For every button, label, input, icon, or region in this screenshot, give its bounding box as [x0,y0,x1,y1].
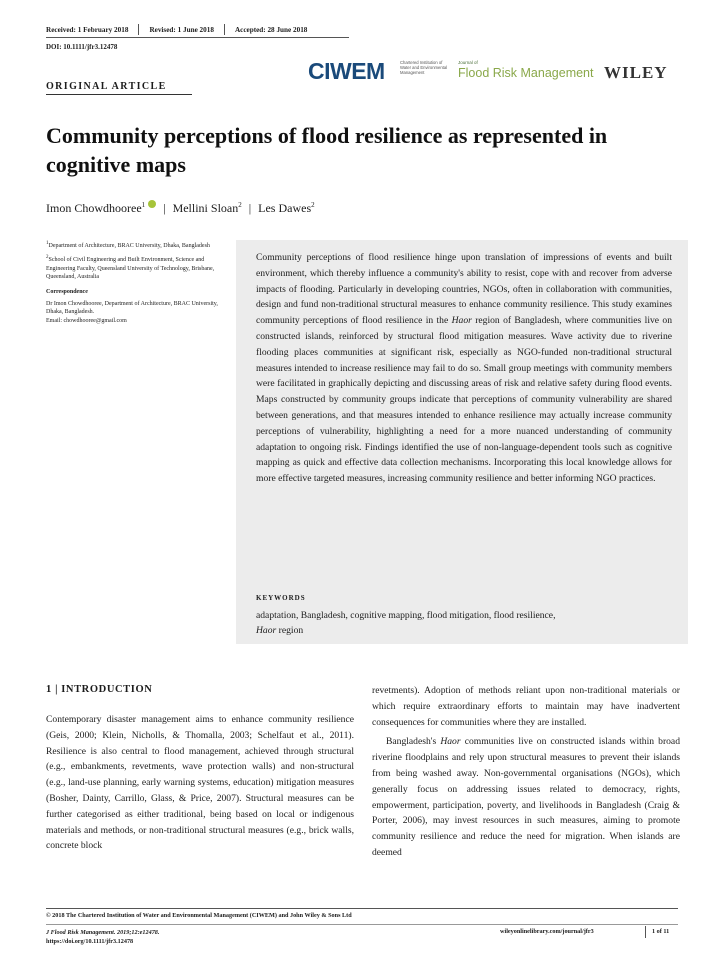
correspondence-email[interactable]: Email: chowdhooree@gmail.com [46,317,127,324]
body-column-right [372,683,680,861]
affiliation-1: $^1$Department of Architecture, BRAC University, Dhaka, Bangladesh [46,241,210,249]
divider [224,24,225,35]
paragraph: Bangladesh's Haor communities live on constructed islands within broad riverine floodplains and rely upon structural measures to prevent their islands from being washed away. Non-governmental organisations (NGOs), which generally focus on addressing issues related to democracy, rights, empowerment, participation, poverty, and livelihoods in Bangladesh (Craig & Porter, 2006), may invest resources in such measures, aiming to promote community resilience and reduce the need for migration. When islands are deemed [372,736,680,858]
abstract: Community perceptions of flood resilience hinge upon translation of impressions of events and built environment, which thereby influence a community's ability to resist, cope with and recover from adverse impacts of flooding. Particularly in developing countries, NGOs, often in collaboration with communities, design and fund non-traditional structural measures to enhance community resilience. This study examines community perceptions of flood resilience in the Haor region of Bangladesh, where communities live on constructed islands, reinforced by structural flood mitigation measures. Wave activity due to riverine flooding places communities at significant risk, especially as NGO-funded non-traditional structural measures intended to increase resilience may fail to do so. Small group meetings with community members were facilitated in graphically depicting and discussing areas of risk and relative safety during flood events. Maps constructed by community groups indicate that perceptions of community vulnerability are shared between generations, and that measures intended to enhance resilience may actually increase community perceptions of vulnerability, highlighting a need for a more nuanced understanding of community adaptation to ongoing risk. Findings identified the use of non-language-dependent tools such as cognitive mapping as quick and effective data collection mechanisms. Incorporating this local knowledge allows for more effective targeted measures, increasing community resilience and better informing NGO practices. [256,252,672,485]
received-date: Received: 1 February 2018 [46,26,129,34]
author-separator: | [248,201,252,215]
affiliations [46,240,226,329]
wiley-logo: WILEY [604,63,668,82]
accepted-date: Accepted: 28 June 2018 [234,26,308,34]
author[interactable]: Imon Chowdhooree$^1$ [46,201,146,215]
header-rule [46,37,349,38]
ciwem-logo: CIWEM [308,58,385,84]
journal-site-link[interactable]: wileyonlinelibrary.com/journal/jfr3 [500,928,594,935]
article-type: ORIGINAL ARTICLE [46,81,167,92]
orcid-icon[interactable] [148,200,156,208]
keywords-heading: KEYWORDS [256,594,306,602]
revised-date: Revised: 1 June 2018 [149,26,214,34]
section-heading-introduction: 1 | INTRODUCTION [46,684,153,695]
paragraph: revetments). Adoption of methods reliant upon non-traditional materials or which require extraordinary efforts to maintain may have inadvertent consequences for communities where they are installed. [372,685,680,728]
keywords: adaptation, Bangladesh, cognitive mapping, flood mitigation, flood resilience, Haor region [256,610,556,636]
journal-logo-prefix: Journal of [458,60,478,65]
doi-link[interactable]: https://doi.org/10.1111/jfr3.12478 [46,938,134,945]
footer-divider [645,926,646,938]
body-column-left: Contemporary disaster management aims to enhance community resilience (Geis, 2000; Klein, Nicholls, & Thomalla, 2003; Schelfaut et al., 2011). Resilience is also central to flood management, achieved through structural (e.g., embankments, revetments, wave protection walls) and non-structural (e.g., land-use planning, early warning systems, education) mitigation measures (Bosher, Dainty, Carrillo, Glass, & Price, 2007). Structural measures can be further categorised as either traditional, being based on local or indigenous materials and methods, or non-traditional structural measures (e.g., brick walls, concrete block [46,714,354,852]
ciwem-logo-subtitle: Chartered Institution of Water and Environmental Management [400,60,448,75]
affiliation-2: $^2$School of Civil Engineering and Built Environment, Science and Engineering Faculty, Queensland University of Technology, Brisbane, Queensland, Australia [46,255,215,281]
copyright: © 2018 The Chartered Institution of Water and Environmental Management (CIWEM) and John Wiley & Sons Ltd [46,912,352,919]
author-separator: | [163,201,166,215]
citation: J Flood Risk Management. 2019;12:e12478. https://doi.org/10.1111/jfr3.12478 [46,929,160,945]
journal-logo: Flood Risk Management [458,66,594,80]
author[interactable]: Les Dawes$^2$ [258,201,315,215]
divider [138,24,139,35]
article-title: Community perceptions of flood resilience as represented in cognitive maps [46,123,608,177]
article-history [46,26,317,35]
correspondence: Dr Imon Chowdhooree, Department of Architecture, BRAC University, Dhaka, Bangladesh. [46,301,218,316]
doi[interactable]: DOI: 10.1111/jfr3.12478 [46,43,118,51]
article-type-rule [46,94,192,95]
correspondence-heading: Correspondence [46,288,88,295]
page-number: 1 of 11 [652,928,670,935]
author[interactable]: Mellini Sloan$^2$ [172,201,242,215]
footer-rule [46,924,678,925]
author-list [46,201,315,216]
footer-rule [46,908,678,909]
